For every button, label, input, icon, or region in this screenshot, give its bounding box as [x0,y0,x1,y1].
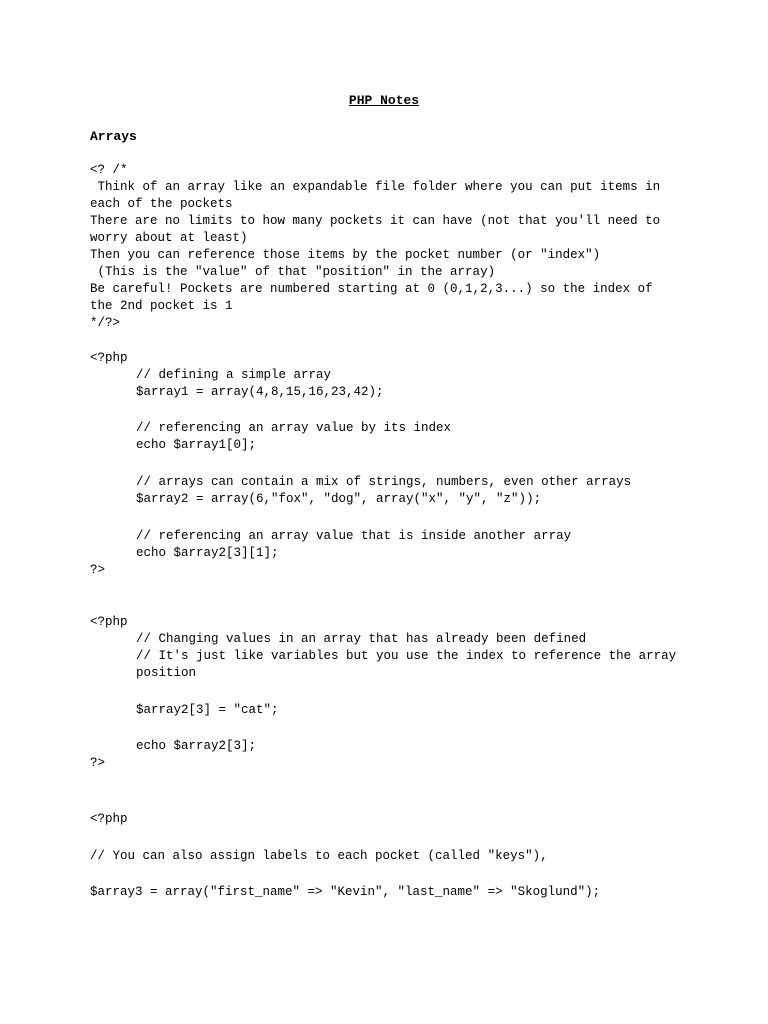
code-line: Think of an array like an expandable file folder where you can put items in [90,180,661,194]
code-line: each of the pockets [90,197,233,211]
code-line: echo $array2[3]; [136,739,257,753]
code-line: the 2nd pocket is 1 [90,299,233,313]
code-line: echo $array2[3][1]; [136,546,279,560]
code-line: There are no limits to how many pockets it can have (not that you'll need to [90,214,661,228]
code-line: // arrays can contain a mix of strings, numbers, even other arrays [136,475,632,489]
code-line: $array1 = array(4,8,15,16,23,42); [136,385,384,399]
code-line: $array2[3] = "cat"; [136,703,279,717]
code-line: Be careful! Pockets are numbered starting at 0 (0,1,2,3...) so the index of [90,282,653,296]
code-line: echo $array1[0]; [136,438,257,452]
code-line: Then you can reference those items by the pocket number (or "index") [90,248,601,262]
code-line: // referencing an array value by its index [136,421,452,435]
code-line: <?php [90,351,128,365]
section-heading: Arrays [90,129,137,144]
code-line: // You can also assign labels to each pocket (called "keys"), [90,849,548,863]
code-line: ?> [90,563,106,577]
code-line: worry about at least) [90,231,248,245]
code-line: <? /* [90,163,128,177]
code-line: <?php [90,615,128,629]
code-line: $array2 = array(6,"fox", "dog", array("x", "y", "z")); [136,492,542,506]
code-line: <?php [90,812,128,826]
code-line: // It's just like variables but you use the index to reference the array [136,649,677,663]
code-line: $array3 = array("first_name" => "Kevin", "last_name" => "Skoglund"); [90,885,601,899]
code-line: // referencing an array value that is inside another array [136,529,572,543]
code-line: // Changing values in an array that has already been defined [136,632,587,646]
code-line: position [136,666,197,680]
code-line: */?> [90,316,121,330]
code-line: ?> [90,756,106,770]
code-line: // defining a simple array [136,368,332,382]
code-line: (This is the "value" of that "position" in the array) [90,265,496,279]
page-title: PHP Notes [348,93,420,108]
